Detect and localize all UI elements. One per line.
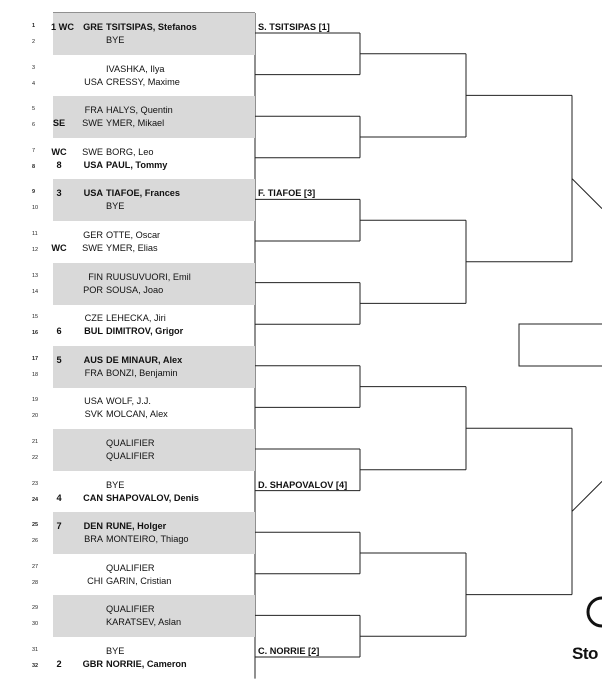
seed-tag: 1 WC [51, 22, 74, 32]
seed-tag: WC [51, 243, 67, 253]
draw-position: 1 [32, 23, 36, 29]
seed-tag: 6 [56, 326, 62, 337]
draw-position: 23 [32, 480, 39, 487]
player-row [0, 116, 602, 130]
draw-position: 2 [32, 39, 36, 45]
seed-tag: 7 [56, 521, 62, 532]
player-name: CRESSY, Maxime [106, 76, 180, 87]
player-row [0, 561, 602, 575]
seed-tag: WC [51, 146, 67, 157]
country-code: USA [83, 188, 103, 199]
player-name: TIAFOE, Frances [106, 188, 181, 199]
player-name: LEHECKA, Jiri [106, 313, 166, 324]
player-row [0, 145, 602, 159]
country-code: CAN [83, 492, 103, 503]
player-name: KARATSEV, Aslan [106, 617, 182, 628]
player-row [0, 449, 602, 463]
second-round-entry: S. TSITSIPAS [1] [258, 22, 330, 32]
draw-position: 13 [32, 272, 39, 279]
draw-position: 12 [32, 247, 39, 253]
player-name: BYE [106, 646, 125, 656]
country-code: USA [84, 396, 103, 407]
draw-position: 29 [32, 605, 39, 612]
draw-position: 28 [32, 579, 39, 586]
draw-position: 15 [32, 314, 39, 321]
player-name: YMER, Elias [106, 243, 158, 253]
player-row [0, 311, 602, 325]
player-row [0, 394, 602, 408]
draw-position: 18 [32, 371, 39, 378]
player-name: DIMITROV, Grigor [106, 326, 184, 337]
draw-position: 4 [32, 80, 36, 87]
draw-position: 27 [32, 563, 39, 570]
player-name: BYE [106, 201, 125, 212]
player-name: PAUL, Tommy [106, 159, 168, 170]
seed-tag: 4 [56, 492, 62, 503]
draw-position: 3 [32, 64, 36, 71]
draw-position: 17 [32, 355, 39, 362]
player-name: QUALIFIER [106, 562, 155, 573]
player-name: BYE [106, 35, 125, 45]
seed-tag: 8 [56, 159, 62, 170]
country-code: GBR [82, 659, 103, 669]
draw-position: 32 [32, 663, 39, 669]
second-round-entry: D. SHAPOVALOV [4] [258, 479, 348, 490]
player-row [0, 657, 602, 671]
country-code: FRA [84, 105, 103, 116]
player-name: QUALIFIER [106, 604, 155, 615]
player-row [0, 407, 602, 421]
draw-position: 31 [32, 647, 39, 653]
player-name: WOLF, J.J. [106, 396, 151, 407]
country-code: AUS [83, 354, 103, 365]
draw-position: 30 [32, 621, 39, 628]
draw-position: 16 [32, 330, 39, 337]
player-row [0, 62, 602, 76]
country-code: FRA [84, 367, 103, 378]
player-name: GARIN, Cristian [106, 575, 172, 586]
country-code: SWE [82, 146, 103, 157]
country-code: CZE [84, 313, 103, 324]
draw-position: 20 [32, 413, 39, 420]
player-row [0, 228, 602, 242]
draw-position: 26 [32, 538, 39, 545]
player-row [0, 241, 602, 255]
player-name: NORRIE, Cameron [106, 659, 187, 669]
draw-position: 5 [32, 106, 36, 113]
player-row [0, 199, 602, 213]
player-name: HALYS, Quentin [106, 105, 173, 116]
player-name: MOLCAN, Alex [106, 409, 168, 420]
draw-position: 8 [32, 163, 36, 170]
country-code: FIN [88, 271, 103, 282]
draw-position: 25 [32, 522, 39, 529]
country-code: DEN [83, 521, 103, 532]
second-round-entry: F. TIAFOE [3] [258, 188, 316, 199]
player-name: MONTEIRO, Thiago [106, 534, 189, 545]
player-name: DE MINAUR, Alex [106, 354, 183, 365]
country-code: SVK [84, 409, 103, 420]
player-row [0, 602, 602, 616]
player-name: QUALIFIER [106, 451, 155, 461]
player-row [0, 436, 602, 450]
player-row [0, 158, 602, 172]
country-code: USA [83, 159, 103, 170]
country-code: CHI [87, 575, 103, 586]
second-round-entry: C. NORRIE [2] [258, 646, 320, 656]
player-row [0, 283, 602, 297]
player-row [0, 353, 602, 367]
player-row [0, 103, 602, 117]
player-name: TSITSIPAS, Stefanos [106, 22, 197, 32]
draw-position: 9 [32, 189, 36, 196]
player-name: RUNE, Holger [106, 521, 167, 532]
player-name: OTTE, Oscar [106, 230, 161, 240]
draw-position: 10 [32, 205, 39, 212]
country-code: POR [83, 284, 103, 295]
draw-position: 21 [32, 439, 39, 445]
draw-position: 7 [32, 147, 36, 154]
player-row [0, 574, 602, 588]
country-code: SWE [82, 118, 103, 129]
draw-position: 22 [32, 455, 39, 461]
player-row [0, 75, 602, 89]
player-row [0, 532, 602, 546]
player-name: BONZI, Benjamin [106, 367, 178, 378]
player-name: SHAPOVALOV, Denis [106, 492, 199, 503]
country-code: GRE [83, 22, 103, 32]
player-row [0, 519, 602, 533]
seed-tag: 2 [56, 659, 62, 669]
player-name: BORG, Leo [106, 146, 154, 157]
player-name: RUUSUVUORI, Emil [106, 271, 191, 282]
country-code: SWE [82, 243, 103, 253]
player-row [0, 491, 602, 505]
country-code: USA [84, 76, 103, 87]
sponsor-logo-text: Sto [572, 644, 598, 663]
player-name: IVASHKA, Ilya [106, 63, 165, 74]
player-name: YMER, Mikael [106, 118, 165, 129]
player-name: QUALIFIER [106, 438, 155, 448]
draw-position: 14 [32, 288, 39, 295]
country-code: BUL [84, 326, 103, 337]
draw-position: 19 [32, 397, 39, 404]
draw-position: 24 [32, 496, 39, 503]
player-row [0, 615, 602, 629]
player-row [0, 270, 602, 284]
player-row [0, 366, 602, 380]
player-row [0, 324, 602, 338]
player-name: BYE [106, 479, 125, 490]
player-name: SOUSA, Joao [106, 284, 164, 295]
draw-position: 11 [32, 231, 38, 237]
country-code: BRA [84, 534, 103, 545]
seed-tag: 3 [56, 188, 62, 199]
seed-tag: SE [52, 118, 66, 129]
draw-position: 6 [32, 122, 36, 129]
player-row [0, 33, 602, 47]
country-code: GER [83, 230, 103, 240]
seed-tag: 5 [56, 354, 62, 365]
